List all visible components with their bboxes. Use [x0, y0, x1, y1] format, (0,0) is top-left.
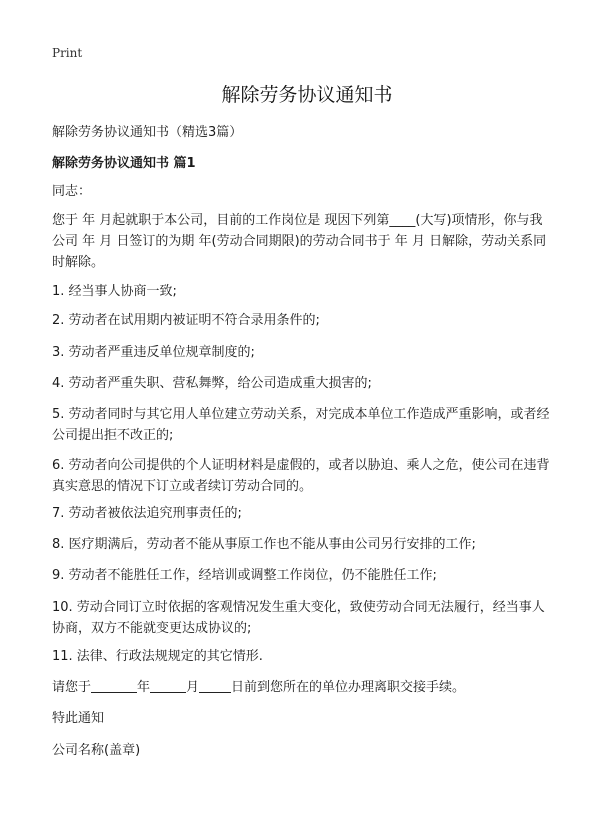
intro-paragraph: 您于 年 月起就职于本公司，目前的工作岗位是 现因下列第____(大写)项情形，你与我公司 年 月 日签订的为期 年(劳动合同期限)的劳动合同书于 年 月 日解除，劳动关系同时解除。 — [52, 213, 547, 270]
list-item: 2. 劳动者在试用期内被证明不符合录用条件的; — [52, 313, 320, 328]
list-item: 11. 法律、行政法规规定的其它情形. — [52, 649, 263, 664]
list-item: 3. 劳动者严重违反单位规章制度的; — [52, 345, 255, 360]
month-label: 月 — [186, 680, 200, 695]
print-link[interactable]: Print — [52, 46, 83, 60]
list-item: 1. 经当事人协商一致; — [52, 284, 177, 299]
company-name-seal: 公司名称(盖章) — [52, 743, 141, 758]
page-title: 解除劳务协议通知书 — [221, 84, 393, 106]
special-notice: 特此通知 — [52, 711, 105, 726]
day-blank — [199, 678, 231, 693]
salutation: 同志： — [52, 184, 92, 199]
list-item: 8. 医疗期满后，劳动者不能从事原工作也不能从事由公司另行安排的工作; — [52, 537, 476, 552]
handover-notice — [52, 677, 552, 698]
list-item: 9. 劳动者不能胜任工作，经培训或调整工作岗位，仍不能胜任工作; — [52, 568, 437, 583]
handover-notice-prefix: 请您于 — [52, 680, 92, 695]
handover-notice-suffix: 日前到您所在的单位办理离职交接手续。 — [231, 680, 466, 695]
year-label: 年 — [137, 680, 151, 695]
list-item: 5. 劳动者同时与其它用人单位建立劳动关系，对完成本单位工作造成严重影响，或者经公司提出拒不改正的; — [52, 407, 550, 443]
section-heading: 解除劳务协议通知书 篇1 — [52, 156, 196, 171]
list-item: 6. 劳动者向公司提供的个人证明材料是虚假的，或者以胁迫、乘人之危，使公司在违背真实意思的情况下订立或者续订劳动合同的。 — [52, 458, 550, 494]
year-blank — [91, 678, 137, 693]
list-item: 10. 劳动合同订立时依据的客观情况发生重大变化，致使劳动合同无法履行，经当事人协商，双方不能就变更达成协议的; — [52, 600, 545, 636]
list-item: 7. 劳动者被依法追究刑事责任的; — [52, 506, 242, 521]
month-blank — [150, 678, 186, 693]
document-subtitle: 解除劳务协议通知书（精选3篇） — [52, 125, 243, 140]
list-item: 4. 劳动者严重失职、营私舞弊，给公司造成重大损害的; — [52, 376, 372, 391]
